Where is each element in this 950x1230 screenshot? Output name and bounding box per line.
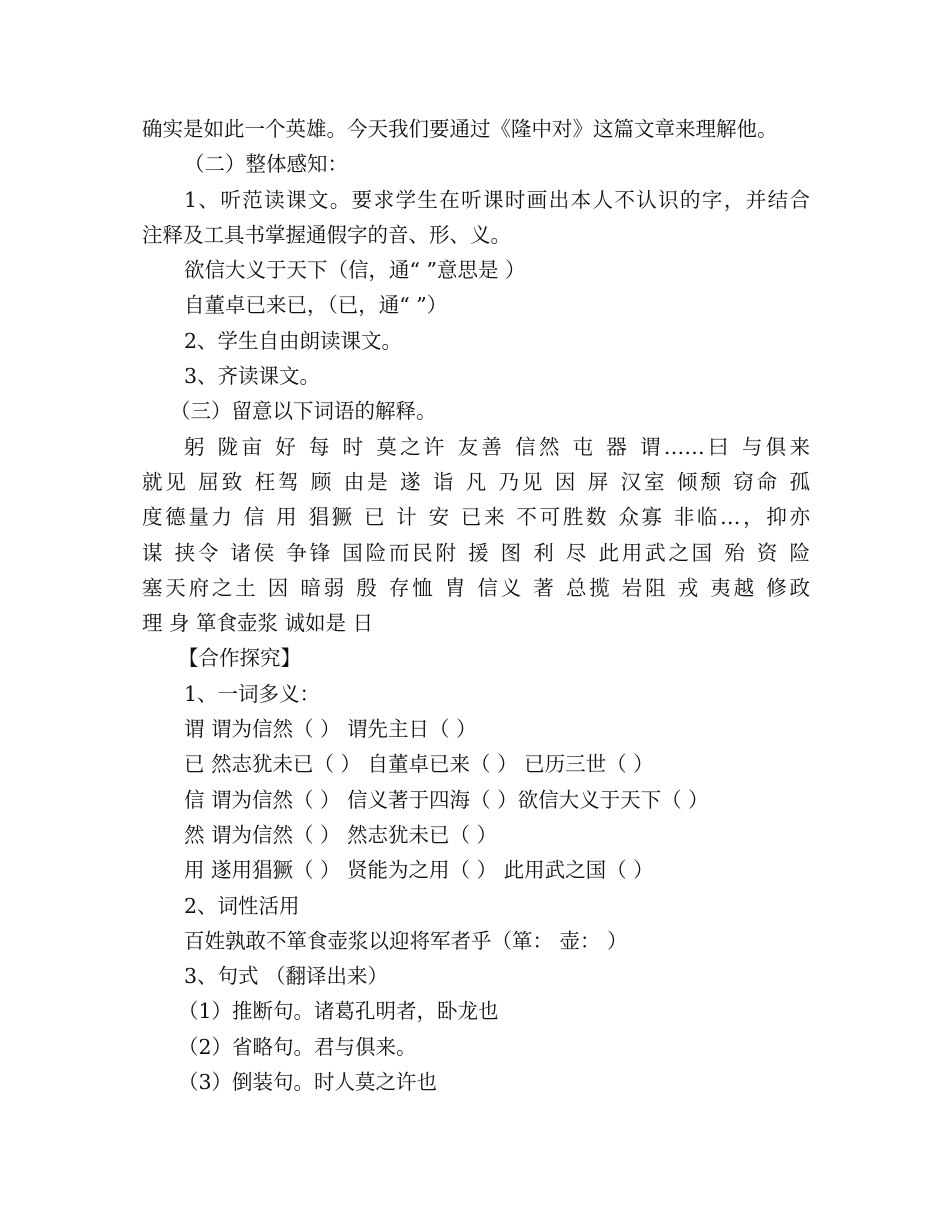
section-heading: （二）整体感知： [184,152,348,177]
vocab-line: 躬 陇亩 好 每 时 莫之许 友善 信然 屯 器 谓……曰 与俱来 [184,434,810,459]
text-line: 已 然志犹未已（ ） 自董卓已来（ ） 已历三世（ ） [184,752,654,777]
text-line: 然 谓为信然（ ） 然志犹未已（ ） [184,822,498,847]
vocab-line: 度德量力 信 用 猖獗 已 计 安 已来 不可胜数 众寡 非临…，抑亦 [142,505,810,530]
text-line: （2）省略句。君与俱来。 [178,1034,417,1059]
text-line: （1）推断句。诸葛孔明者，卧龙也 [178,999,499,1024]
text-line: 1、听范读课文。要求学生在听课时画出本人不认识的字，并结合 [184,187,810,212]
vocab-line: 塞天府之土 因 暗弱 殷 存恤 胄 信义 著 总揽 岩阻 戎 夷越 修政 [142,575,810,600]
text-line: 确实是如此一个英雄。今天我们要通过《隆中对》这篇文章来理解他。 [142,117,778,141]
text-line: 自董卓已来已，（已，通“ ”） [184,293,448,318]
text-line: 谓 谓为信然（ ） 谓先主日（ ） [184,717,477,742]
text-line: 1、一词多义： [184,681,321,706]
text-line: 3、句式 （翻译出来） [184,964,389,989]
text-line: 欲信大义于天下（信，通“ ”意思是 ） [184,258,526,283]
text-line: 信 谓为信然（ ） 信义著于四海（ ）欲信大义于天下（ ） [184,787,709,812]
text-line: 2、词性活用 [184,893,300,918]
vocab-line: 理 身 箪食壶浆 诚如是 日 [142,611,374,636]
text-line: 2、学生自由朗读课文。 [184,328,403,353]
section-heading: 【合作探究】 [178,646,301,671]
text-line: 用 遂用猖獗（ ） 贤能为之用（ ） 此用武之国（ ） [184,858,654,883]
text-line: 注释及工具书掌握通假字的音、形、义。 [142,222,511,247]
section-heading: （三）留意以下词语的解释。 [170,399,437,424]
document-body [142,112,810,1100]
text-line: 3、齐读课文。 [184,364,321,389]
text-line: 百姓孰敢不箪食壶浆以迎将军者乎（箪： 壶： ） [184,928,628,953]
vocab-line: 谋 挟令 诸侯 争锋 国险而民附 援 图 利 尽 此用武之国 殆 资 险 [142,540,810,565]
text-line: （3）倒装句。时人莫之许也 [178,1070,438,1095]
vocab-line: 就见 屈致 枉驾 顾 由是 遂 诣 凡 乃见 因 屏 汉室 倾颓 窃命 孤 [142,469,810,494]
